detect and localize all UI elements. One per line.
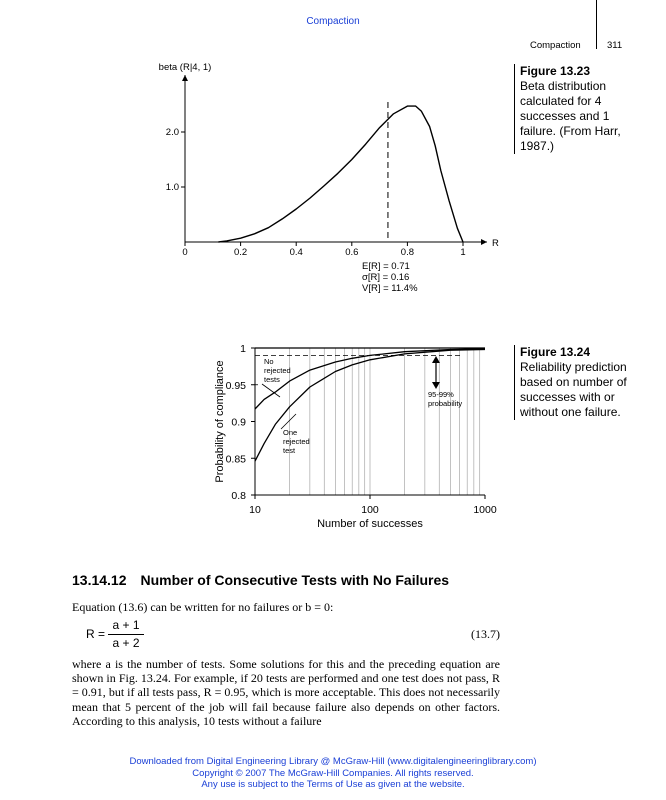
equation-numerator: a + 1: [112, 618, 140, 632]
x-tick-label: 0.4: [289, 247, 303, 258]
footer: [0, 756, 666, 791]
figure-13-24-caption: [514, 345, 638, 420]
section-number: 13.14.12: [72, 572, 127, 588]
range-arrow-head-up: [432, 356, 440, 363]
x-tick-label: 0: [182, 247, 188, 258]
intro-paragraph: Equation (13.6) can be written for no failures or b = 0:: [72, 600, 334, 614]
stat-label: σ[R] = 0.16: [362, 272, 410, 283]
x-tick-label: 1000: [473, 504, 497, 516]
y-tick-label: 1.0: [165, 182, 179, 193]
footer-terms[interactable]: Any use is subject to the Terms of Use as given at the website.: [201, 779, 465, 790]
annotation-probability-range: 95-99%: [428, 390, 454, 399]
y-tick-label: 0.85: [225, 453, 246, 466]
annotation-one-rejected-test: One: [283, 428, 298, 437]
annotation-no-rejected-tests: tests: [264, 375, 280, 384]
footer-copyright: Copyright © 2007 The McGraw-Hill Companies. All rights reserved.: [192, 767, 474, 779]
stat-label: V[R] = 11.4%: [362, 283, 418, 294]
top-link[interactable]: Compaction: [306, 16, 360, 27]
figure-13-23-caption-text: Beta distribution calculated for 4 successes and 1 failure. (From Harr, 1987.): [520, 79, 621, 153]
annotation-no-rejected-tests: No: [264, 357, 274, 366]
x-tick-label: 100: [361, 504, 379, 516]
figure-13-24-label: Figure 13.24: [520, 345, 591, 359]
annotation-one-rejected-test: test: [283, 446, 296, 455]
y-tick-label: 0.95: [225, 379, 246, 392]
page-number: 311: [607, 40, 623, 51]
y-axis-title: beta (R|4, 1): [158, 62, 212, 73]
fraction-bar: [108, 634, 144, 635]
figure-13-23-label: Figure 13.23: [520, 64, 591, 78]
stat-label: E[R] = 0.71: [362, 261, 410, 272]
annotation-no-rejected-tests: rejected: [264, 366, 291, 375]
annotation-leader-line: [281, 414, 296, 429]
x-tick-label: 0.6: [345, 247, 359, 258]
y-tick-label: 2.0: [165, 127, 179, 138]
range-arrow-head-down: [432, 382, 440, 389]
x-axis-title: Number of successes: [317, 518, 423, 530]
x-axis-title: R: [492, 238, 499, 249]
equation-denominator: a + 2: [112, 636, 140, 650]
section-heading: [72, 572, 449, 588]
figure-13-24-caption-text: Reliability prediction based on number of successes with or without one failure.: [520, 360, 627, 419]
annotation-one-rejected-test: rejected: [283, 437, 310, 446]
footer-download-link[interactable]: Downloaded from Digital Engineering Library @ McGraw-Hill (www.digitalengineeringlibrary.com): [129, 756, 537, 767]
y-tick-label: 1: [240, 343, 246, 355]
x-tick-label: 10: [249, 504, 261, 516]
equation-number: (13.7): [471, 627, 500, 641]
body-paragraph: where a is the number of tests. Some solutions for this and the preceding equation are shown in Fig. 13.24. For example, if 20 tests are performed and one test does not pass, R = 0.91, but if all tests pass, R = 0.95, which is more acceptable. This does not necessarily mean that 5 percent of the job will fail because failure also depends on other factors. According to this analysis, 10 tests without a failure: [72, 657, 500, 728]
equation-lhs: R =: [86, 627, 106, 641]
section-title: Number of Consecutive Tests with No Failures: [140, 572, 450, 588]
x-tick-label: 1: [460, 247, 466, 258]
y-tick-label: 0.8: [231, 490, 246, 502]
y-tick-label: 0.9: [231, 416, 246, 429]
annotation-probability-range: probability: [428, 399, 463, 408]
running-head: Compaction: [530, 40, 581, 51]
y-axis-title: Probability of compliance: [214, 360, 226, 483]
equation-13-7: [84, 618, 504, 654]
x-tick-label: 0.2: [233, 247, 248, 258]
x-tick-label: 0.8: [400, 247, 415, 258]
